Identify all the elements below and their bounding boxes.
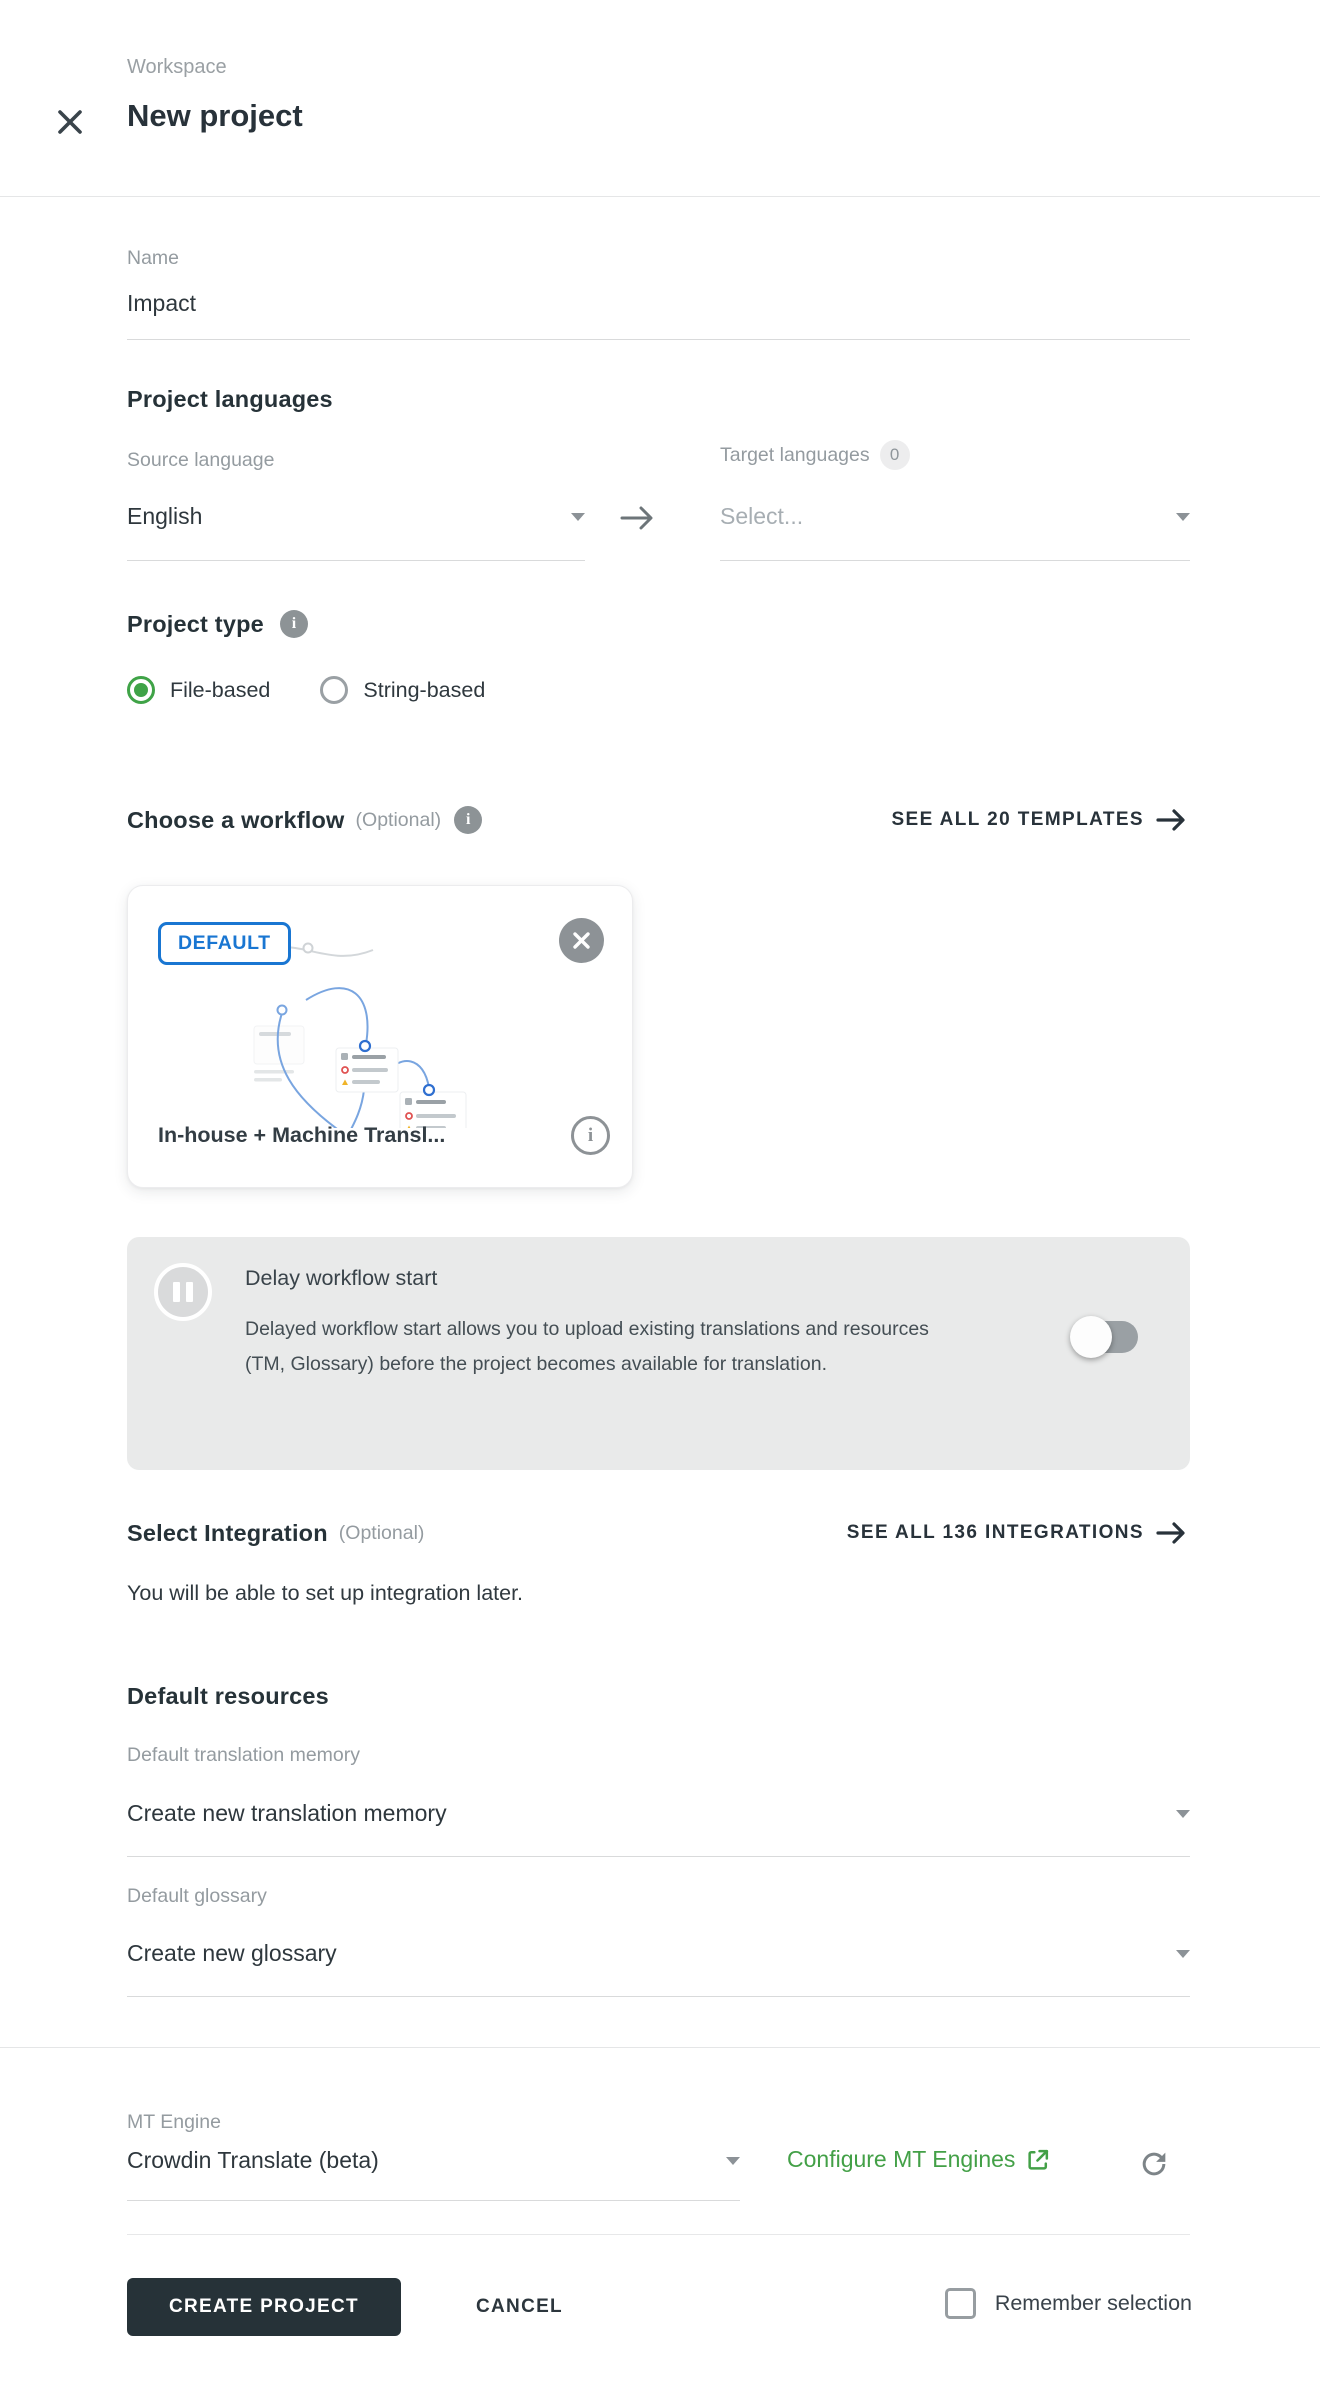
workflow-card[interactable] xyxy=(127,885,633,1188)
configure-mt-engines-link[interactable] xyxy=(787,2146,1051,2173)
target-languages-placeholder: Select... xyxy=(720,503,804,529)
radio-unselected-icon xyxy=(320,676,348,704)
section-project-type: Project type xyxy=(127,610,264,637)
configure-mt-engines-label: Configure MT Engines xyxy=(787,2146,1016,2172)
target-languages-label-row xyxy=(720,440,910,470)
page-title: New project xyxy=(127,98,303,133)
name-input-underline xyxy=(127,339,1190,340)
see-all-templates-label: SEE ALL 20 TEMPLATES xyxy=(891,809,1144,830)
source-language-select[interactable] xyxy=(127,503,585,530)
workflow-card-info-icon[interactable]: i xyxy=(571,1116,610,1155)
chevron-down-icon xyxy=(1176,1810,1190,1818)
tm-underline xyxy=(127,1856,1190,1857)
mt-engine-underline xyxy=(127,2200,740,2201)
project-type-options xyxy=(127,676,485,704)
glossary-select[interactable] xyxy=(127,1940,1190,1967)
remember-selection[interactable] xyxy=(945,2288,1192,2319)
toggle-knob xyxy=(1070,1316,1112,1358)
default-badge: DEFAULT xyxy=(158,922,291,965)
radio-file-based-label: File-based xyxy=(170,677,271,702)
radio-string-based-label: String-based xyxy=(363,677,486,702)
delay-workflow-description: Delayed workflow start allows you to upload existing translations and resources (TM, Glossary) before the project becomes available for translation. xyxy=(245,1318,929,1375)
glossary-underline xyxy=(127,1996,1190,1997)
breadcrumb: Workspace xyxy=(127,56,227,78)
create-project-button[interactable]: CREATE PROJECT xyxy=(127,2278,401,2336)
section-project-type-row xyxy=(127,610,308,638)
chevron-down-icon xyxy=(1176,513,1190,521)
see-all-integrations-label: SEE ALL 136 INTEGRATIONS xyxy=(846,1522,1144,1543)
mt-engine-value: Crowdin Translate (beta) xyxy=(127,2147,379,2173)
see-all-templates-link[interactable] xyxy=(891,806,1190,834)
header-divider xyxy=(0,196,1320,197)
close-icon xyxy=(55,107,85,137)
workflow-card-footer xyxy=(158,1116,610,1155)
remember-selection-label: Remember selection xyxy=(994,2291,1192,2315)
integration-note: You will be able to set up integration later. xyxy=(127,1581,524,1605)
arrow-right-icon xyxy=(616,500,658,541)
close-modal-button[interactable] xyxy=(48,100,92,144)
delay-workflow-panel xyxy=(127,1237,1190,1470)
see-all-integrations-link[interactable] xyxy=(847,1519,1190,1547)
section-project-languages: Project languages xyxy=(127,386,333,412)
tm-value: Create new translation memory xyxy=(127,1800,447,1826)
radio-file-based[interactable] xyxy=(127,676,270,704)
tm-label: Default translation memory xyxy=(127,1744,361,1766)
refresh-mt-engines-button[interactable] xyxy=(1133,2144,1175,2186)
source-language-value: English xyxy=(127,503,203,529)
chevron-down-icon xyxy=(1176,1950,1190,1958)
workflow-card-title: In-house + Machine Transl... xyxy=(158,1123,446,1147)
section-select-integration: Select Integration xyxy=(127,1519,328,1546)
delay-workflow-title: Delay workflow start xyxy=(245,1266,438,1290)
arrow-right-icon xyxy=(1154,1519,1190,1547)
refresh-icon xyxy=(1137,2147,1171,2181)
remove-workflow-button[interactable] xyxy=(559,918,604,963)
name-input[interactable]: Impact xyxy=(127,290,197,316)
remember-selection-checkbox[interactable] xyxy=(945,2288,976,2319)
integration-optional-label: (Optional) xyxy=(338,1521,425,1544)
cancel-button[interactable]: CANCEL xyxy=(462,2278,577,2336)
section-default-resources: Default resources xyxy=(127,1683,329,1709)
pause-icon xyxy=(154,1263,212,1321)
project-type-info-icon[interactable]: i xyxy=(280,610,308,638)
glossary-label: Default glossary xyxy=(127,1885,267,1907)
section-divider xyxy=(0,2047,1320,2048)
radio-selected-icon xyxy=(127,676,155,704)
chevron-down-icon xyxy=(571,513,585,521)
radio-string-based[interactable] xyxy=(320,676,485,704)
section-choose-workflow: Choose a workflow xyxy=(127,806,345,833)
footer-divider xyxy=(127,2234,1190,2235)
target-languages-count-badge: 0 xyxy=(880,440,910,470)
delay-workflow-toggle[interactable] xyxy=(1076,1321,1138,1353)
integration-header-row xyxy=(127,1519,1190,1547)
mt-engine-select[interactable] xyxy=(127,2147,740,2174)
external-link-icon xyxy=(1026,2147,1051,2172)
target-languages-underline xyxy=(720,560,1190,561)
chevron-down-icon xyxy=(726,2157,740,2165)
workflow-header-row xyxy=(127,806,1190,834)
close-icon xyxy=(571,930,592,951)
target-languages-label: Target languages xyxy=(720,443,870,466)
target-languages-select[interactable] xyxy=(720,503,1190,530)
glossary-value: Create new glossary xyxy=(127,1940,337,1966)
source-language-label: Source language xyxy=(127,449,275,471)
workflow-optional-label: (Optional) xyxy=(355,808,442,831)
mt-engine-label: MT Engine xyxy=(127,2111,221,2133)
workflow-diagram-thumbnail xyxy=(158,938,598,1128)
source-language-underline xyxy=(127,560,585,561)
workflow-info-icon[interactable]: i xyxy=(454,806,482,834)
arrow-right-icon xyxy=(1154,806,1190,834)
tm-select[interactable] xyxy=(127,1800,1190,1827)
name-field-label: Name xyxy=(127,247,180,269)
